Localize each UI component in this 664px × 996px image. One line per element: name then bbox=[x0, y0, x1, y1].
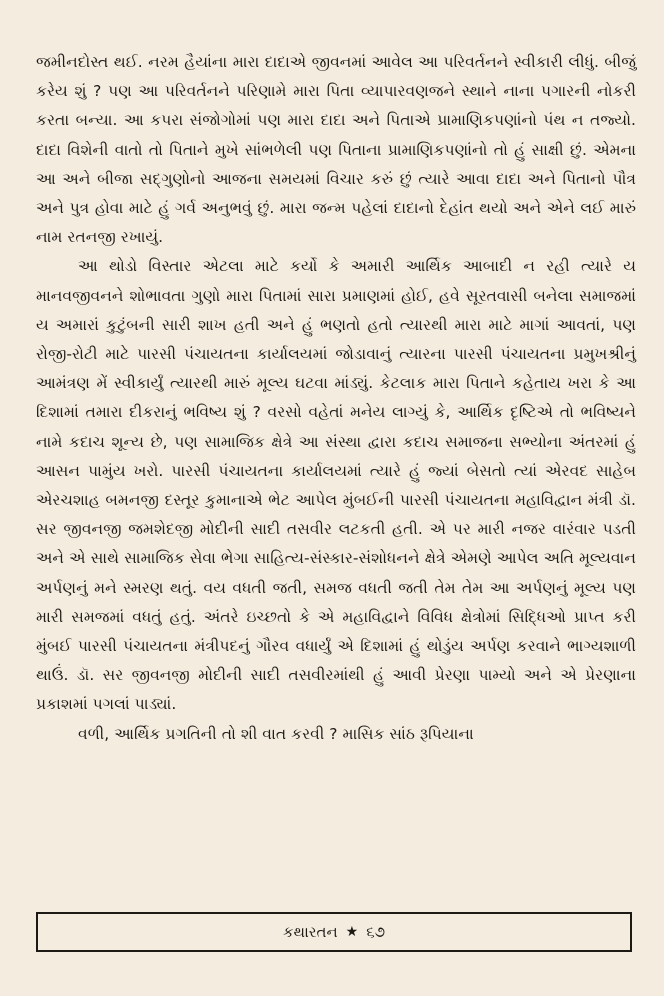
paragraph-2: આ થોડો વિસ્તાર એટલા માટે કર્યો કે અમારી આર્થિક આબાદી ન રહી ત્યારે ય માનવજીવનને શોભાવતા ગુણો મારા પિતામાં સારા પ્રમાણમાં હોઈ, હવે સૂરતવાસી બનેલા સમાજમાં ય અમારાં કુટુંબની સારી શાખ હતી અને હું ભણતો હતો ત્યારથી મારા માટે માગાં આવતાં, પણ રોજી-રોટી માટે પારસી પંચાયતના કાર્યાલયમાં જોડાવાનું ત્યારના પારસી પંચાયતના પ્રમુખશ્રીનું આમંત્રણ મેં સ્વીકાર્યું ત્યારથી મારું મૂલ્ય ઘટવા માંડ્યું. કેટલાક મારા પિતાને કહેતાય ખરા કે આ દિશામાં તમારા દીકરાનું ભવિષ્ય શું ? વરસો વહેતાં મનેય લાગ્યું કે, આર્થિક દૃષ્ટિએ તો ભવિષ્યને નામે કદાચ શૂન્ય છે, પણ સામાજિક ક્ષેત્રે આ સંસ્થા દ્વારા કદાચ સમાજના સભ્યોના અંતરમાં હું આસન પામુંય ખરો. પારસી પંચાયતના કાર્યાલયમાં ત્યારે હું જ્યાં બેસતો ત્યાં એરવદ સાહેબ એરચશાહ બમનજી દસ્તૂર કુમાનાએ ભેટ આપેલ મુંબઈની પારસી પંચાયતના મહાવિદ્વાન મંત્રી ડૉ. સર જીવનજી જમશેદજી મોદીની સાદી તસવીર લટકતી હતી. એ પર મારી નજર વારંવાર પડતી અને એ સાથે સામાજિક સેવા ભેગા સાહિત્ય-સંસ્કાર-સંશોધનને ક્ષેત્રે એમણે આપેલ અતિ મૂલ્યવાન અર્પણનું મને સ્મરણ થતું. વય વધતી જતી, સમજ વધતી જતી તેમ તેમ આ અર્પણનું મૂલ્ય પણ મારી સમજમાં વધતું હતું. અંતરે ઇચ્છતો કે એ મહાવિદ્વાને વિવિધ ક્ષેત્રોમાં સિદ્ધિઓ પ્રાપ્ત કરી મુંબઈ પારસી પંચાયતના મંત્રીપદનું ગૌરવ વધાર્યું એ દિશામાં હું થોડુંય અર્પણ કરવાને ભાગ્યશાળી થાઉં. ડૉ. સર જીવનજી મોદીની સાદી તસવીરમાંથી હું આવી પ્રેરણા પામ્યો અને એ પ્રેરણાના પ્રકાશમાં પગલાં પાડ્યાં. bbox=[36, 257, 636, 714]
page-footer bbox=[36, 912, 632, 952]
paragraph-3: વળી, આર્થિક પ્રગતિની તો શી વાત કરવી ? માસિક સાંઠ રૂપિયાના bbox=[78, 724, 474, 743]
page-number: ૬૭ bbox=[366, 923, 386, 941]
paragraph-1: જમીનદોસ્ત થઈ. નરમ હૈયાંના મારા દાદાએ જીવનમાં આવેલ આ પરિવર્તનને સ્વીકારી લીધું. બીજું કરેય શું ? પણ આ પરિવર્તનને પરિણામે મારા પિતા વ્યાપારવણજને સ્થાને નાના પગારની નોકરી કરતા બન્યા. આ કપરા સંજોગોમાં પણ મારા દાદા અને પિતાએ પ્રામાણિકપણાંનો પંથ ન તજ્યો. દાદા વિશેની વાતો તો પિતાને મુખે સાંભળેલી પણ પિતાના પ્રામાણિકપણાંનો તો હું સાક્ષી છું. એમના આ અને બીજા સદ્‌ગુણોનો આજના સમયમાં વિચાર કરું છું ત્યારે આવા દાદા અને પિતાનો પૌત્ર અને પુત્ર હોવા માટે હું ગર્વ અનુભવું છું. મારા જન્મ પહેલાં દાદાનો દેહાંત થયો અને એને લઈ મારું નામ રતનજી રખાયું. bbox=[36, 53, 636, 247]
star-icon: ★ bbox=[345, 924, 359, 940]
page-body bbox=[36, 48, 636, 749]
footer-book-title: કથારતન bbox=[282, 923, 338, 941]
